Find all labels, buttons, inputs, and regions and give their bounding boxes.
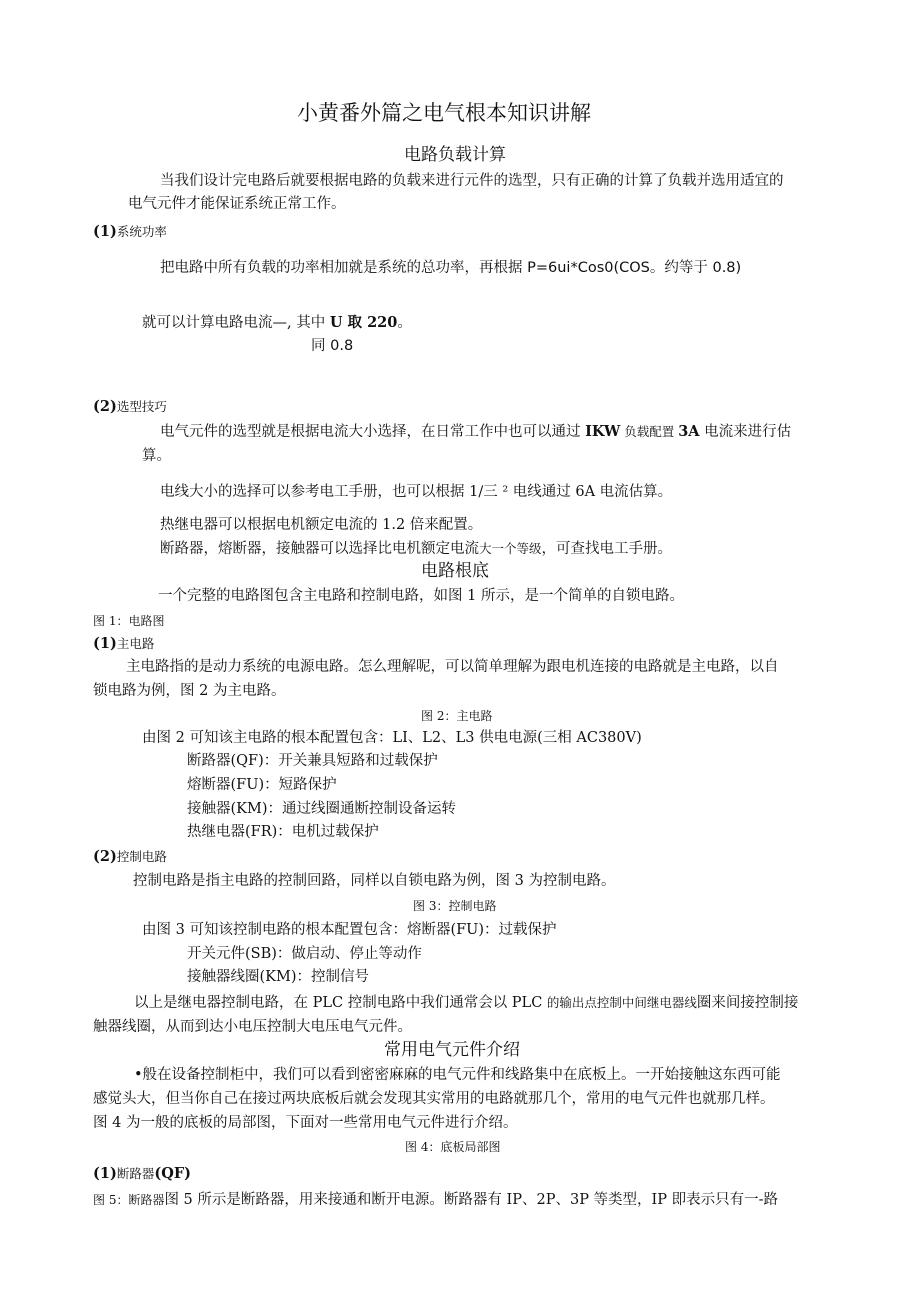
section-heading-components: 常用电气元件介绍 [384, 1040, 520, 1060]
paragraph-line: •般在设备控制柜中，我们可以看到密密麻麻的电气元件和线路集中在底板上。一开始接触这东西可能 [134, 1067, 781, 1083]
current-line [142, 313, 412, 333]
subheading-number: (1) [93, 1165, 117, 1182]
figure-caption: 图 4：底板局部图 [405, 1140, 501, 1154]
component-coil: 接触器线圈(KM)：控制信号 [187, 969, 369, 985]
component-fr: 热继电器(FR)：电机过载保护 [187, 824, 379, 840]
subheading-code: (QF) [154, 1165, 191, 1182]
subheading-selection [93, 397, 167, 417]
subheading-label: 主电路 [116, 636, 155, 651]
section-heading-basics: 电路根底 [421, 561, 489, 581]
current-end: 。 [397, 315, 412, 331]
load-kw: IKW [585, 423, 621, 440]
subheading-control-circuit [93, 847, 167, 867]
subheading-label: 控制电路 [116, 849, 167, 864]
same-value-note: 同 0.8 [311, 338, 354, 354]
paragraph-line: 控制电路是指主电路的控制回路，同样以自锁电路为例，图 3 为控制电路。 [133, 873, 616, 889]
component-km: 接触器(KM)：通过线圈通断控制设备运转 [187, 801, 456, 817]
plc-text-end: 圈来间接控制接 [696, 995, 799, 1011]
breaker-description: 图 5 所示是断路器，用来接通和断开电源。断路器有 IP、2P、3P 等类型，IP 即表示只有一-路 [164, 1192, 779, 1208]
plc-line-2: 触器线圈，从而到达小电压控制大电压电气元件。 [93, 1019, 412, 1035]
plc-emphasis: 的输出点控制中间继电器线 [546, 995, 697, 1010]
subheading-number: (2) [93, 398, 117, 415]
voltage-value: U 取 220 [329, 314, 398, 331]
selection-line-2: 算。 [142, 448, 171, 464]
breaker-text: 断路器，熔断器，接触器可以选择比电机额定电流 [160, 541, 479, 557]
subheading-label: 选型技巧 [116, 399, 167, 414]
breaker-paragraph-line [93, 1190, 778, 1210]
plc-line-1 [134, 993, 798, 1013]
selection-text: 电气元件的选型就是根据电流大小选择，在日常工作中也可以通过 [160, 424, 586, 440]
figure-caption: 图 3：控制电路 [413, 899, 497, 913]
figure-caption: 图 5：断路器 [93, 1193, 165, 1207]
breaker-text-end: ，可查找电工手册。 [541, 541, 673, 557]
paragraph-line: 感觉头大，但当你自己在接过两块底板后就会发现其实常用的电路就那几个，常用的电气元件也就那几样。 [93, 1091, 775, 1107]
figure-caption: 图 1：电路图 [93, 614, 165, 628]
component-qf: 断路器(QF)：开关兼具短路和过载保护 [187, 753, 438, 769]
subheading-label: 断路器 [116, 1166, 155, 1181]
load-config-label: 负载配置 [620, 424, 679, 439]
subheading-number: (2) [93, 848, 117, 865]
paragraph-line: 主电路指的是动力系统的电源电路。怎么理解呢，可以简单理解为跟电机连接的电路就是主电路，以自 [126, 659, 779, 675]
selection-line-1 [160, 422, 791, 442]
current-amps: 3A [678, 423, 700, 440]
paragraph-line: 图 4 为一般的底板的局部图，下面对一些常用电气元件进行介绍。 [93, 1115, 518, 1131]
subheading-system-power [93, 222, 167, 242]
paragraph-line: 电气元件才能保证系统正常工作。 [128, 196, 346, 212]
subheading-number: (1) [93, 223, 117, 240]
breaker-line [160, 539, 672, 559]
thermal-relay-line: 热继电器可以根据电机额定电流的 1.2 倍来配置。 [160, 517, 483, 533]
control-config-line: 由图 3 可知该控制电路的根本配置包含：熔断器(FU)：过载保护 [142, 922, 557, 938]
section-heading-load-calc: 电路负载计算 [404, 145, 506, 165]
paragraph-line: 锁电路为例，图 2 为主电路。 [93, 683, 286, 699]
selection-text-end: 电流来进行估 [699, 424, 792, 440]
figure-caption: 图 2：主电路 [421, 709, 493, 723]
plc-text: 以上是继电器控制电路，在 PLC 控制电路中我们通常会以 PLC [134, 995, 547, 1011]
subheading-number: (1) [93, 635, 117, 652]
paragraph-line: 一个完整的电路图包含主电路和控制电路，如图 1 所示，是一个简单的自锁电路。 [158, 588, 684, 604]
paragraph-line: 当我们设计完电路后就要根据电路的负载来进行元件的选型，只有正确的计算了负载并选用适宜的 [160, 173, 784, 189]
power-formula-line: 把电路中所有负载的功率相加就是系统的总功率，再根据 P=6ui*Cos0(COS。约等于 0.8) [160, 260, 742, 276]
subheading-breaker [93, 1164, 191, 1184]
breaker-emphasis: 大一个等级 [479, 541, 542, 556]
component-sb: 开关元件(SB)：做启动、停止等动作 [187, 946, 422, 962]
subheading-label: 系统功率 [116, 224, 167, 239]
main-config-line: 由图 2 可知该主电路的根本配置包含：LI、L2、L3 供电电源(三相 AC380V) [142, 730, 642, 746]
current-text: 就可以计算电路电流—, 其中 [142, 315, 330, 331]
subheading-main-circuit [93, 634, 154, 654]
component-fu: 熔断器(FU)：短路保护 [187, 777, 337, 793]
page-title: 小黄番外篇之电气根本知识讲解 [297, 101, 591, 125]
wire-size-line: 电线大小的选择可以参考电工手册，也可以根据 1∕三 ² 电线通过 6A 电流估算。 [160, 484, 673, 500]
